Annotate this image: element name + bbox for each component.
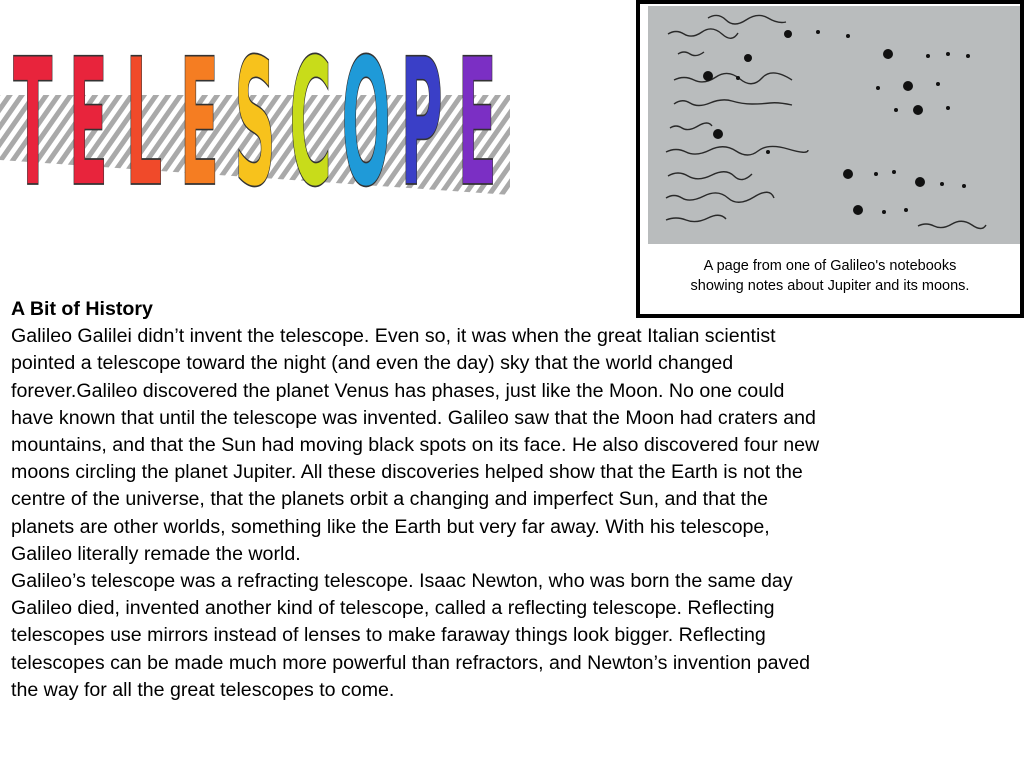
- title-letter-3: L: [125, 20, 163, 200]
- article-paragraph-2: Galileo’s telescope was a refracting telescope. Isaac Newton, who was born the same day Galileo died, invented another kind of telescope, called a reflecting telescope. Reflecting telescopes use mirrors instead of lenses to make faraway things look bigger. Reflecting telescopes can be made much more powerful than refractors, and Newton’s invention paved the way for all the great telescopes to come.: [11, 570, 811, 701]
- title-letter-7: O: [341, 20, 391, 200]
- title-letter-5: S: [234, 20, 276, 200]
- figure-caption: [644, 256, 1016, 296]
- galileo-notebook-image: [648, 6, 1020, 244]
- title-letter-1: T: [13, 20, 53, 200]
- wordart-title: [0, 0, 510, 200]
- title-letter-4: E: [179, 20, 220, 200]
- title-letter-6: C: [289, 20, 332, 200]
- article-heading: A Bit of History: [11, 298, 153, 320]
- caption-line-2: showing notes about Jupiter and its moons.: [690, 278, 970, 294]
- article: [11, 296, 831, 704]
- title-letter-8: P: [400, 20, 443, 200]
- title-letter-2: E: [68, 20, 108, 200]
- title-letter-9: E: [457, 20, 497, 200]
- article-paragraph-1: Galileo Galilei didn’t invent the telescope. Even so, it was when the great Italian scientist pointed a telescope toward the night (and even the day) sky that the world changed forever.Galileo discovered the planet Venus has phases, just like the Moon. No one could have known that until the telescope was invented. Galileo saw that the Moon had craters and mountains, and that the Sun had moving black spots on its face. He also discovered four new moons circling the planet Jupiter. All these discoveries helped show that the Earth is not the centre of the universe, that the planets orbit a changing and imperfect Sun, and that the planets are other worlds, something like the Earth but very far away. With his telescope, Galileo literally remade the world.: [11, 325, 820, 565]
- caption-line-1: A page from one of Galileo's notebooks: [703, 258, 957, 274]
- notebook-figure: [636, 0, 1024, 318]
- wordart-letters: [13, 20, 497, 200]
